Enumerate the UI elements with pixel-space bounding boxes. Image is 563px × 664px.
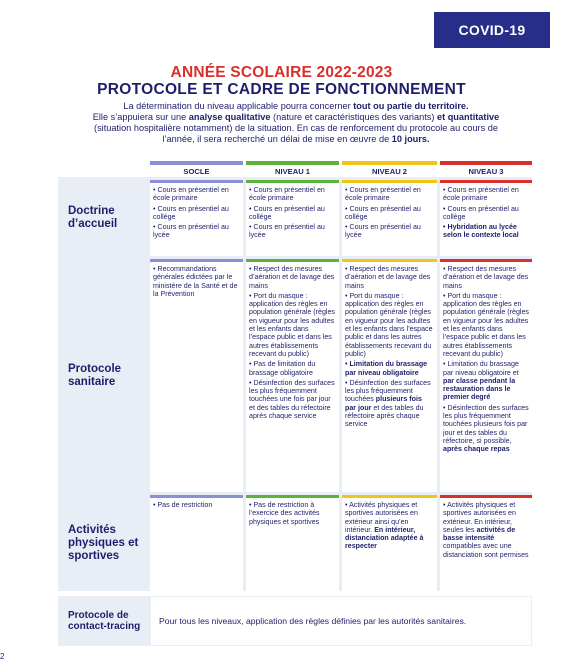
intro-text: La détermination du niveau applicable pourra concerner tout ou partie du territoire. Elle s’appuiera sur une analyse qualitative (nature et caractéristiques des variants) et quantitative (situation hospitalière notamment) de la situation. En cas de renforcement du protocole au cours de l’année, il sera recherché un délai de mise en œuvre de 10 jours. bbox=[92, 101, 500, 144]
contact-tracing-text: Pour tous les niveaux, application des règles définies par les autorités sanitaires. bbox=[150, 596, 532, 646]
doctrine-niveau-2: • Cours en présentiel en école primaire • Cours en présentiel au collège • Cours en présentiel au lycée bbox=[342, 180, 437, 256]
row-label-doctrine: Doctrine d’accueil bbox=[68, 205, 118, 230]
header-niveau-2: NIVEAU 2 bbox=[342, 161, 437, 177]
protocole-niveau-2: • Respect des mesures d’aération et de lavage des mains • Port du masque : application des règles en population générale (règles en vigueur pour les adultes et les enfants dans l’espace public et dans les autres établissements recevant du public) • Limitation du brassage par niveau obligatoire • Désinfection des surfaces les plus fréquemment touchées plusieurs fois par jour et des tables du réfectoire après chaque service bbox=[342, 259, 437, 492]
activites-niveau-2: • Activités physiques et sportives autorisées en extérieur ainsi qu’en intérieur. En intérieur, distanciation adaptée à respecter bbox=[342, 495, 437, 591]
protocole-niveau-1: • Respect des mesures d’aération et de lavage des mains • Port du masque : application des règles en population générale (règles en vigueur pour les adultes et les enfants dans l’espace public et dans les autres établissements recevant du public) • Pas de limitation du brassage obligatoire • Désinfection des surfaces les plus fréquemment touchées une fois par jour et des tables du réfectoire après chaque service bbox=[246, 259, 339, 492]
activites-socle: • Pas de restriction bbox=[150, 495, 243, 591]
header-niveau-1: NIVEAU 1 bbox=[246, 161, 339, 177]
doctrine-niveau-1: • Cours en présentiel en école primaire • Cours en présentiel au collège • Cours en présentiel au lycée bbox=[246, 180, 339, 256]
header-niveau-3: NIVEAU 3 bbox=[440, 161, 532, 177]
row-label-activites: Activités physiques et sportives bbox=[68, 523, 139, 562]
title-protocol: PROTOCOLE ET CADRE DE FONCTIONNEMENT bbox=[97, 81, 466, 98]
row-label-protocole: Protocole sanitaire bbox=[68, 362, 122, 388]
activites-niveau-1: • Pas de restriction à l’exercice des activités physiques et sportives bbox=[246, 495, 339, 591]
title-school-year: ANNÉE SCOLAIRE 2022-2023 bbox=[170, 64, 393, 81]
protocole-niveau-3: • Respect des mesures d’aération et de lavage des mains • Port du masque : application des règles en population générale (règles en vigueur pour les adultes et les enfants dans l’espace public et dans les autres établissements recevant du public) • Limitation du brassage par niveau obligatoire et par classe pendant la restauration dans le premier degré • Désinfection des surfaces les plus fréquemment touchées plusieurs fois par jour et des tables du réfectoire, si possible, après chaque repas bbox=[440, 259, 532, 492]
protocole-socle: • Recommandations générales édictées par le ministère de la Santé et de la Prévention bbox=[150, 259, 243, 492]
header-socle: SOCLE bbox=[150, 161, 243, 177]
doctrine-socle: • Cours en présentiel en école primaire • Cours en présentiel au collège • Cours en présentiel au lycée bbox=[150, 180, 243, 256]
page-number: 2 bbox=[0, 652, 5, 661]
doctrine-niveau-3: • Cours en présentiel en école primaire • Cours en présentiel au collège • Hybridation au lycée selon le contexte local bbox=[440, 180, 532, 256]
row-label-contact-tracing: Protocole de contact-tracing bbox=[58, 596, 148, 646]
covid-badge: COVID-19 bbox=[434, 12, 550, 48]
activites-niveau-3: • Activités physiques et sportives autorisées en extérieur. En intérieur, seules les activités de basse intensité compatibles avec une distanciation sont permises bbox=[440, 495, 532, 591]
